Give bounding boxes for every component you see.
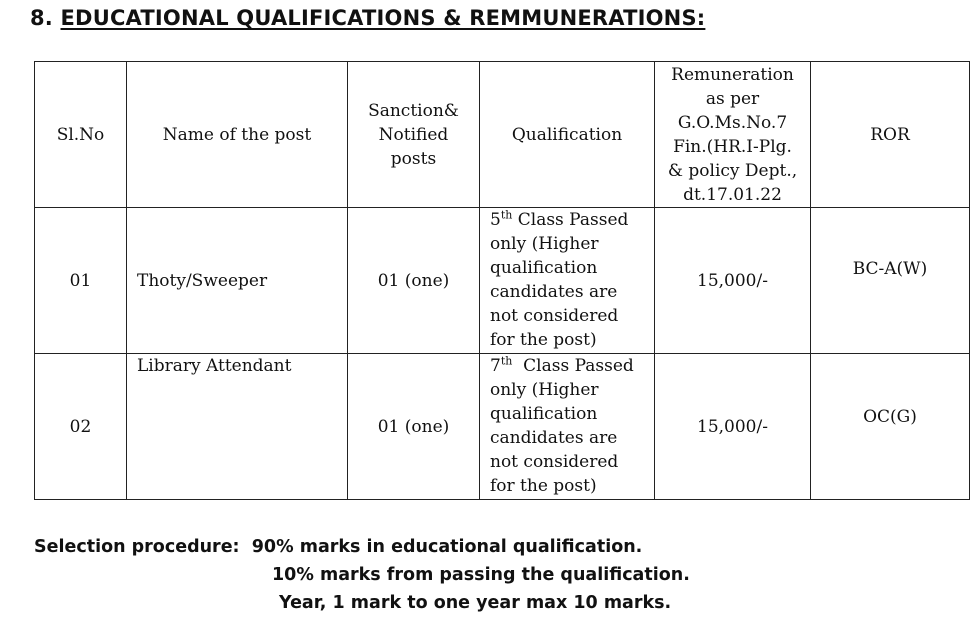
header-line: dt.17.01.22: [683, 184, 782, 205]
qualification-line: candidates are: [490, 428, 618, 448]
cell-post-name: Thoty/Sweeper: [127, 208, 348, 354]
qualification-line: qualification: [490, 258, 598, 278]
cell-remuneration: 15,000/-: [655, 354, 811, 500]
selection-procedure: [34, 533, 690, 617]
table-row: [35, 354, 970, 500]
cell-qualification: [480, 208, 655, 354]
table-header-row: [35, 62, 970, 208]
header-post-name: Name of the post: [127, 62, 348, 208]
selection-line-1: [34, 533, 690, 561]
header-line: & policy Dept.,: [667, 160, 798, 181]
cell-ror: BC-A(W): [811, 208, 970, 354]
header-slno: Sl.No: [35, 62, 127, 208]
selection-text: 90% marks in educational qualification.: [251, 537, 643, 557]
qualification-first-line: 5th Class Passed: [490, 208, 629, 230]
qualification-line: only (Higher: [490, 234, 599, 254]
cell-slno: 01: [35, 208, 127, 354]
header-line: Sanction&: [368, 100, 459, 121]
cell-qualification: [480, 354, 655, 500]
qualification-line: not considered: [490, 452, 619, 472]
header-qualification: Qualification: [480, 62, 655, 208]
selection-line-2: 10% marks from passing the qualification.: [272, 565, 690, 585]
cell-slno: 02: [35, 354, 127, 500]
section-number: 8.: [30, 6, 53, 30]
cell-posts: 01 (one): [348, 354, 480, 500]
selection-line-3: Year, 1 mark to one year max 10 marks.: [279, 593, 672, 613]
qualifications-table: [34, 61, 970, 500]
header-line: Notified: [378, 124, 449, 145]
header-line: posts: [390, 148, 437, 169]
header-line: G.O.Ms.No.7: [677, 112, 788, 133]
table-row: [35, 208, 970, 354]
qualification-line: only (Higher: [490, 380, 599, 400]
qualification-line: not considered: [490, 306, 619, 326]
qualification-line: for the post): [490, 330, 597, 350]
cell-posts: 01 (one): [348, 208, 480, 354]
header-ror: ROR: [811, 62, 970, 208]
qualification-line: for the post): [490, 476, 597, 496]
cell-remuneration: 15,000/-: [655, 208, 811, 354]
qualification-first-line: 7th Class Passed: [490, 354, 634, 376]
qualification-line: candidates are: [490, 282, 618, 302]
header-line: as per: [705, 88, 760, 109]
header-remuneration: [655, 62, 811, 208]
selection-label: Selection procedure:: [34, 537, 240, 557]
section-title: EDUCATIONAL QUALIFICATIONS & REMMUNERATIONS:: [60, 6, 706, 30]
cell-ror: OC(G): [811, 354, 970, 500]
header-sanctioned-posts: [348, 62, 480, 208]
header-line: Fin.(HR.I-Plg.: [673, 136, 792, 157]
header-line: Remuneration: [671, 64, 794, 85]
cell-post-name: Library Attendant: [127, 354, 348, 500]
qualification-line: qualification: [490, 404, 598, 424]
section-heading: [30, 6, 705, 30]
